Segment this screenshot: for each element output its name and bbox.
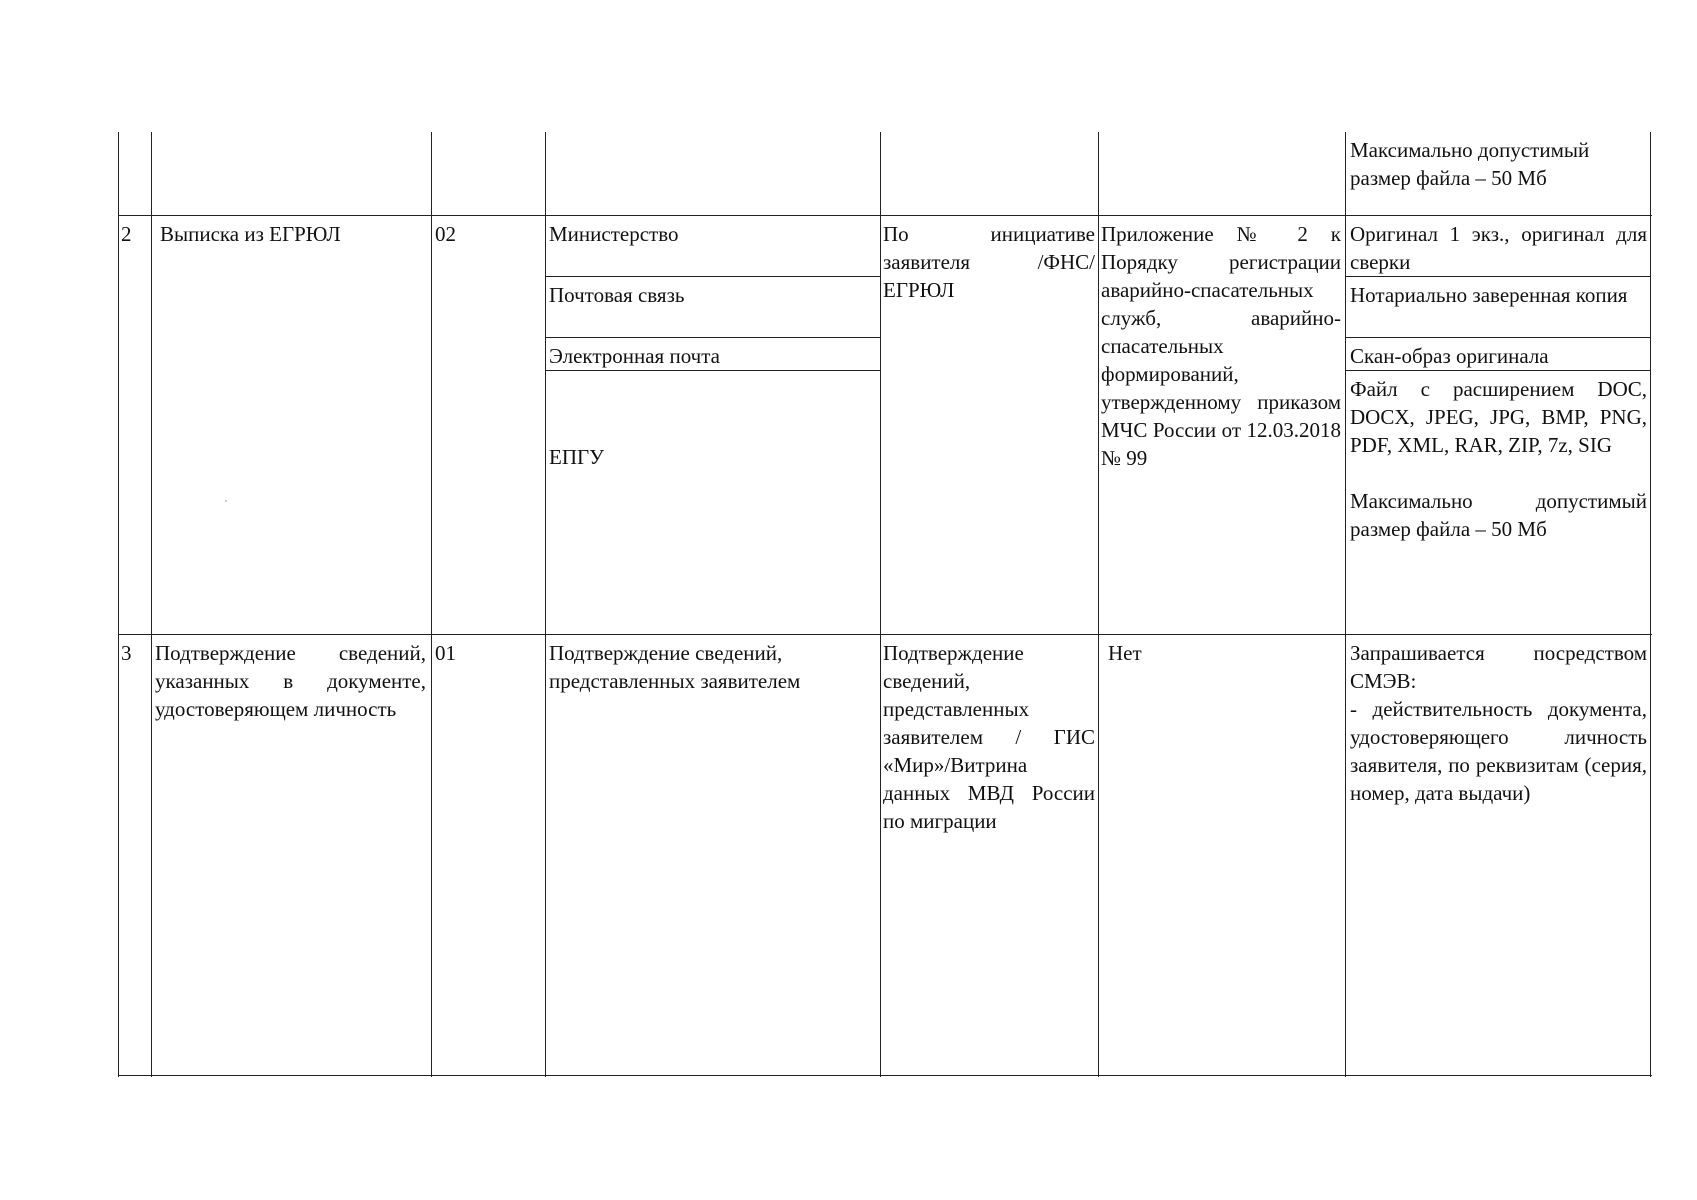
table-border-bottom [118,1075,1652,1076]
row2-document-name: Выписка из ЕГРЮЛ [160,222,341,246]
row2-form-notarized: Нотариально заверенная копия [1350,283,1628,307]
row-divider-top-2 [118,215,1652,216]
row2-channel-email: Электронная почта [549,344,720,368]
table-border-right [1650,132,1651,1077]
column-divider-3 [545,132,546,1077]
top-row-file-limit: Максимально допустимый размер файла – 50 Мб [1350,138,1590,190]
row2-basis: Приложение № 2 к Порядку регистрации аварийно-спасательных служб, аварийно-спасательных формирований, утвержденному приказом МЧС России от 12.03.2018 № 99 [1101,222,1341,470]
documents-table [118,132,1652,1077]
row3-basis: Нет [1108,641,1142,665]
row2-channel-ministry: Министерство [549,222,679,246]
column-divider-1 [151,132,152,1077]
row2-file-limit: Максимально допустимый размер файла – 50 Мб [1350,489,1647,541]
forms-divider-3 [1345,370,1650,371]
column-divider-5 [1098,132,1099,1077]
row2-channel-post: Почтовая связь [549,283,685,307]
row2-number: 2 [121,222,132,246]
row3-source: Подтверждение сведений, представленных заявителем / ГИС «Мир»/Витрина данных МВД России по миграции [883,641,1095,833]
channel-divider-2 [545,337,880,338]
table-border-left [118,132,119,1077]
row2-source: По инициативе заявителя /ФНС/ЕГРЮЛ [883,222,1095,302]
row3-forms: Запрашивается посредством СМЭВ: - действительность документа, удостоверяющего личность заявителя, по реквизитам (серия, номер, дата выдачи) [1350,641,1647,805]
column-divider-2 [431,132,432,1077]
row2-channel-epgu: ЕПГУ [549,445,605,469]
row2-form-file-types: Файл с расширением DOC, DOCX, JPEG, JPG, BMP, PNG, PDF, XML, RAR, ZIP, 7z, SIG [1350,377,1647,457]
row3-number: 3 [121,641,132,665]
row2-form-scan: Скан-образ оригинала [1350,344,1549,368]
channel-divider-1 [545,276,880,277]
forms-divider-2 [1345,337,1650,338]
scan-speck [225,500,227,502]
channel-divider-3 [545,370,880,371]
row2-form-original: Оригинал 1 экз., оригинал для сверки [1350,222,1647,274]
column-divider-6 [1345,132,1346,1077]
row3-document-name: Подтверждение сведений, указанных в документе, удостоверяющем личность [155,641,426,721]
row-divider-2-3 [118,634,1652,635]
row3-channel: Подтверждение сведений, представленных заявителем [549,641,801,693]
column-divider-4 [880,132,881,1077]
row2-code: 02 [435,222,456,246]
forms-divider-1 [1345,276,1650,277]
row3-code: 01 [435,641,456,665]
